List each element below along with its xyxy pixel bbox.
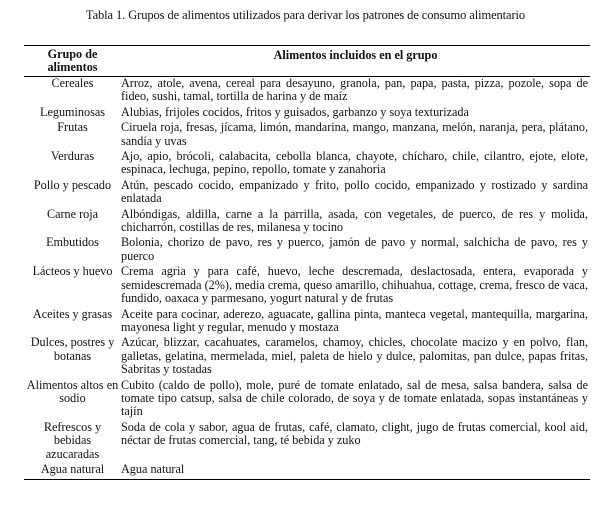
group-cell: Lácteos y huevo [32, 264, 113, 279]
group-cell: Leguminosas [40, 104, 105, 119]
group-cell: Agua natural [24, 463, 121, 480]
foods-cell: Ciruela roja, fresas, jícama, limón, mandarina, mango, manzana, melón, naranja, pera, plátano, sandía y uvas [121, 120, 588, 148]
foods-cell: Azúcar, blizzar, cacahuates, caramelos, chamoy, chicles, chocolate macizo y en polvo, flan, galletas, gelatina, mermelada, miel, paleta de hielo y dulce, palomitas, pan dulce, papas fritas, Sabritas y tostadas [121, 335, 588, 377]
table-row [24, 265, 590, 307]
table-row [24, 121, 590, 150]
group-cell: Cereales [51, 76, 94, 90]
table-row [24, 336, 590, 378]
foods-cell: Aceite para cocinar, aderezo, aguacate, gallina pinta, manteca vegetal, mantequilla, margarina, mayonesa light y regular, menudo y mostaza [121, 306, 588, 334]
table-caption: Tabla 1. Grupos de alimentos utilizados para derivar los patrones de consumo alimentario [85, 8, 526, 22]
table-row [24, 308, 590, 337]
group-cell: Carne roja [46, 206, 99, 221]
foods-cell: Ajo, apio, brócoli, calabacita, cebolla blanca, chayote, chícharo, chile, cilantro, ejote, elote, espinaca, lechuga, pepino, repollo, tomate y zanahoria [121, 149, 588, 177]
table-row [24, 463, 590, 480]
group-cell: Embutidos [46, 235, 99, 250]
group-cell: Dulces, postres y botanas [30, 335, 115, 363]
table-row [24, 150, 590, 179]
group-cell: Frutas [57, 120, 88, 135]
table-row [24, 421, 590, 463]
foods-cell: Crema agria y para café, huevo, leche descremada, deslactosada, entera, evaporada y semidescremada (2%), media crema, queso amarillo, chihuahua, cottage, crema, fresco de vaca, fundido, oaxaca y parmesano, yogurt natural y de frutas [121, 264, 588, 306]
table-row [24, 236, 590, 265]
foods-cell: Alubias, frijoles cocidos, fritos y guisados, garbanzo y soya texturizada [121, 104, 469, 119]
table-row [24, 179, 590, 208]
group-cell: Refrescos y bebidas azucaradas [43, 419, 102, 461]
group-cell: Verduras [50, 149, 95, 164]
table-row [24, 106, 590, 121]
group-cell: Pollo y pescado [33, 177, 112, 192]
header-foods: Alimentos incluidos en el grupo [121, 46, 590, 77]
foods-cell: Agua natural [121, 463, 590, 480]
header-group: Grupo de alimentos [24, 46, 121, 77]
table-row [24, 77, 590, 106]
food-groups-table [24, 45, 590, 480]
foods-cell: Soda de cola y sabor, agua de frutas, café, clamato, clight, jugo de frutas comercial, kool aid, néctar de frutas comercial, tang, té bebida y zuko [121, 419, 588, 448]
foods-cell: Cubito (caldo de pollo), mole, puré de tomate enlatado, sal de mesa, salsa bandera, salsa de tomate tipo catsup, salsa de chile colorado, de soya y de tomate enlatada, sopas instantáneas y tajín [121, 377, 588, 419]
foods-cell: Atún, pescado cocido, empanizado y frito, pollo cocido, empanizado y rostizado y sardina enlatada [121, 177, 588, 206]
table-header-row [24, 46, 590, 77]
foods-cell: Arroz, atole, avena, cereal para desayuno, granola, pan, papa, pasta, pizza, pozole, sopa de fideo, sushi, tamal, tortilla de harina y de maíz [121, 76, 588, 104]
foods-cell: Albóndigas, aldilla, carne a la parrilla, asada, con vegetales, de puerco, de res y molida, chicharrón, costillas de res, milanesa y tocino [121, 206, 588, 235]
table-row [24, 379, 590, 421]
table-row [24, 208, 590, 237]
foods-cell: Bolonia, chorizo de pavo, res y puerco, jamón de pavo y normal, salchicha de pavo, res y puerco [121, 235, 588, 263]
group-cell: Aceites y grasas [32, 306, 113, 321]
group-cell: Alimentos altos en sodio [26, 377, 119, 405]
